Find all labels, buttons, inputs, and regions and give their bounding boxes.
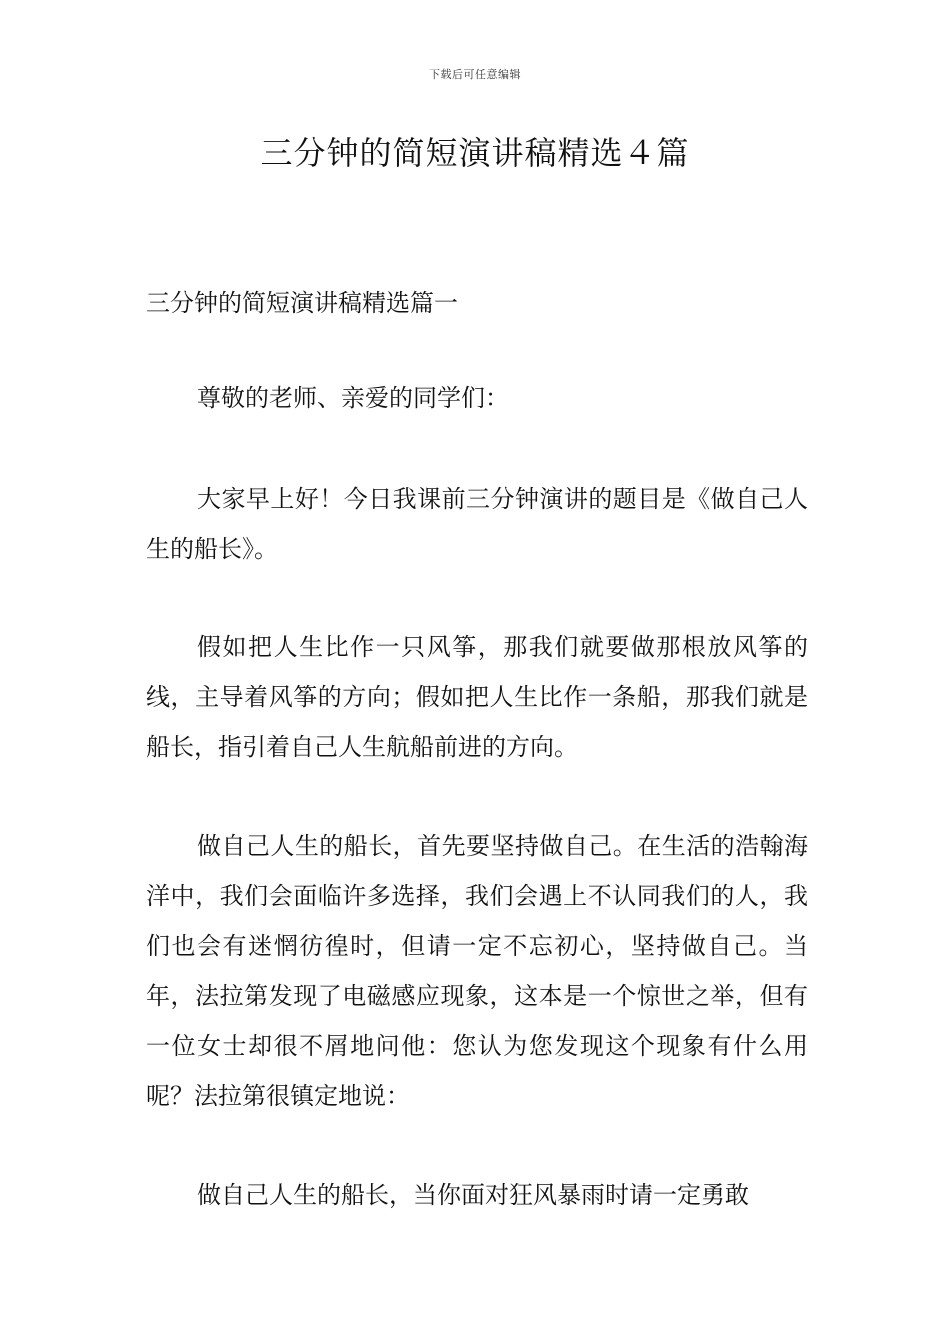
paragraph-be-yourself: 做自己人生的船长，首先要坚持做自己。在生活的浩翰海洋中，我们会面临许多选择，我们会遇上不认同我们的人，我们也会有迷惘彷徨时，但请一定不忘初心，坚持做自己。当年，法拉第发现了电磁感应现象，这本是一个惊世之举，但有一位女士却很不屑地问他：您认为您发现这个现象有什么用呢？法拉第很镇定地说：	[146, 832, 808, 1110]
paragraph-greeting: 大家早上好！今日我课前三分钟演讲的题目是《做自己人生的船长》。	[146, 485, 808, 563]
paragraph-storm: 做自己人生的船长，当你面对狂风暴雨时请一定勇敢	[197, 1181, 749, 1209]
header-note: 下载后可任意编辑	[429, 68, 521, 81]
document-title: 三分钟的简短演讲稿精选４篇	[260, 134, 690, 172]
paragraph-salutation: 尊敬的老师、亲爱的同学们：	[197, 384, 509, 412]
section-heading: 三分钟的简短演讲稿精选篇一	[146, 289, 458, 317]
paragraph-kite-metaphor: 假如把人生比作一只风筝，那我们就要做那根放风筝的线，主导着风筝的方向；假如把人生比作一条船，那我们就是船长，指引着自己人生航船前进的方向。	[146, 633, 808, 761]
